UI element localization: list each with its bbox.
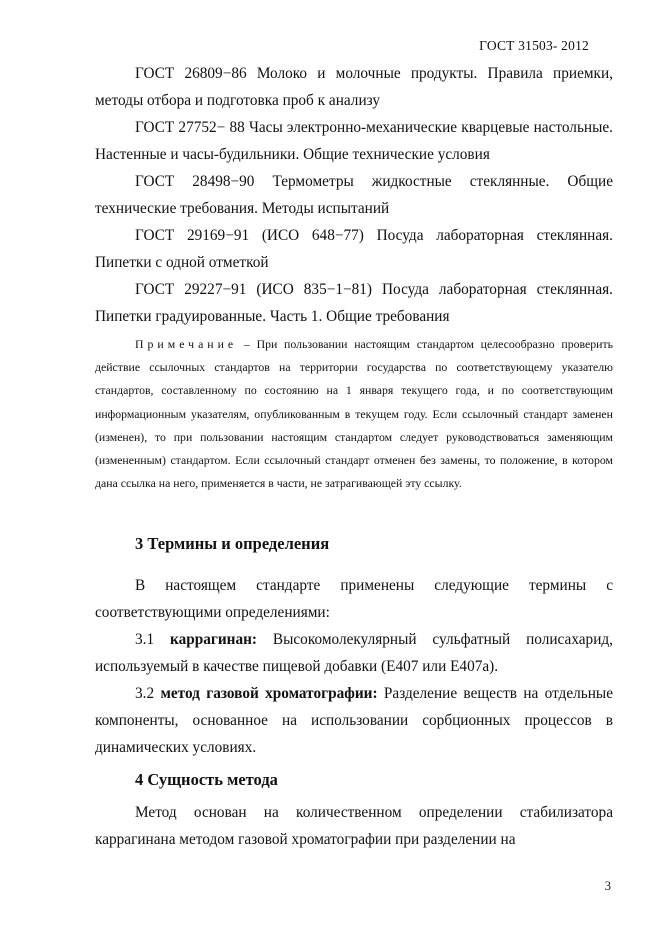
section-3-heading: 3 Термины и определения (135, 534, 330, 554)
term-name: каррагинан: (170, 631, 258, 649)
page-number: 3 (604, 879, 611, 893)
page-content (95, 60, 613, 853)
note-text: При пользовании настоящим стандартом целесообразно проверить действие ссылочных стандартов на территории государства по соответствующему указателю стандартов, составленному по состоянию на 1 января текущего года, и по соответствующим информационным указателям, опубликованным в текущем году. Если ссылочный стандарт заменен (изменен), то при пользовании настоящим стандартом следует руководствоваться заменяющим (измененным) стандартом. Если ссылочный стандарт отменен без замены, то положение, в котором дана ссылка на него, применяется в части, не затрагивающей эту ссылку. (95, 337, 614, 491)
references-list (95, 60, 613, 330)
document-code-header: ГОСТ 31503- 2012 (479, 38, 589, 53)
section-4-text: Метод основан на количественном определении стабилизатора каррагинана методом газовой хроматографии при разделении на (95, 804, 613, 849)
reference-item: ГОСТ 29169−91 (ИСО 648−77) Посуда лабораторная стеклянная. Пипетки с одной отметкой (95, 227, 613, 271)
section-4-heading: 4 Сущность метода (135, 770, 278, 790)
term-name: метод газовой хроматографии: (160, 685, 378, 703)
term-definition: 3.1 каррагинан: Высокомолекулярный сульфатный полисахарид, используемый в качестве пищевой добавки (Е407 или Е407а). (95, 631, 613, 676)
note-label: Примечание (135, 337, 238, 351)
note-paragraph: Примечание – При пользовании настоящим стандартом целесообразно проверить действие ссылочных стандартов на территории государства по соответствующему указателю стандартов, составленному по состоянию на 1 января текущего года, и по соответствующим информационным указателям, опубликованным в текущем году. Если ссылочный стандарт заменен (изменен), то при пользовании настоящим стандартом следует руководствоваться заменяющим (измененным) стандартом. Если ссылочный стандарт отменен без замены, то положение, в котором дана ссылка на него, применяется в части, не затрагивающей эту ссылку. (95, 337, 614, 491)
reference-item: ГОСТ 27752− 88 Часы электронно-механические кварцевые настольные. Настенные и часы-будильники. Общие технические условия (95, 119, 613, 163)
reference-item: ГОСТ 26809−86 Молоко и молочные продукты. Правила приемки, методы отбора и подготовка проб к анализу (95, 65, 613, 109)
reference-item: ГОСТ 28498−90 Термометры жидкостные стеклянные. Общие технические требования. Методы испытаний (95, 173, 613, 217)
reference-item: ГОСТ 29227−91 (ИСО 835−1−81) Посуда лабораторная стеклянная. Пипетки градуированные. Часть 1. Общие требования (95, 281, 613, 325)
term-definition: 3.2 метод газовой хроматографии: Разделение веществ на отдельные компоненты, основанное на использовании сорбционных процессов в динамических условиях. (95, 685, 613, 757)
section-3-intro: В настоящем стандарте применены следующие термины с соответствующими определениями: (95, 577, 613, 622)
